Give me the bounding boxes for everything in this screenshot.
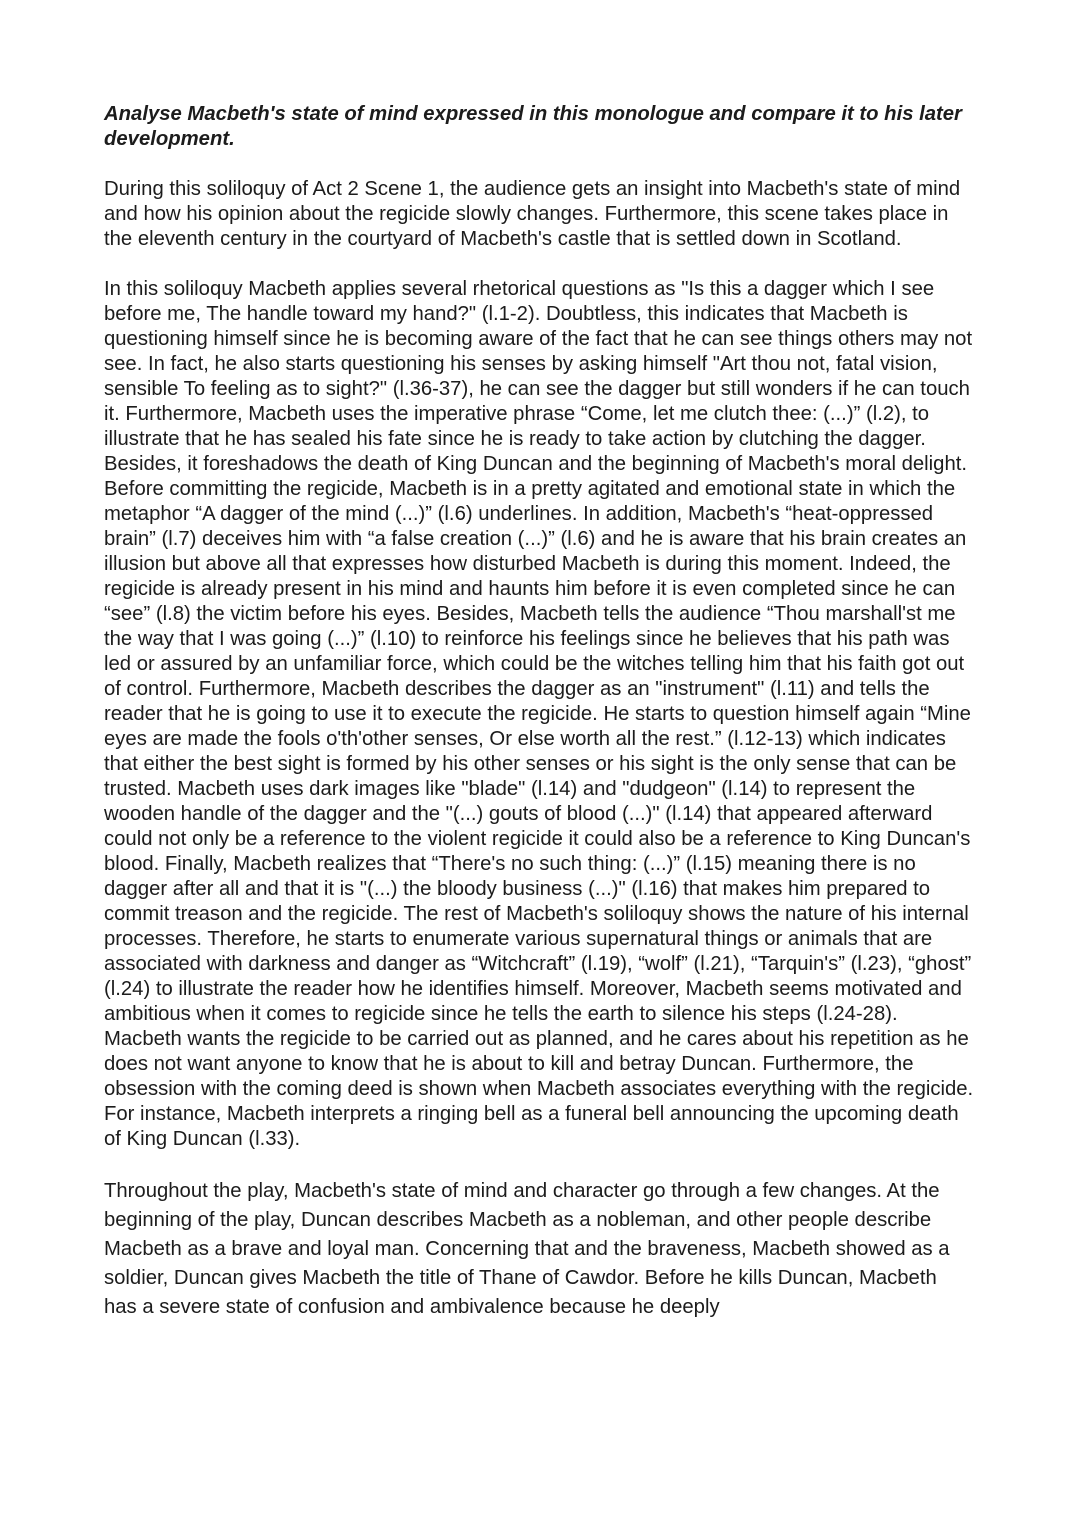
essay-question-heading: Analyse Macbeth's state of mind expressed in this monologue and compare it to his later development. (104, 103, 962, 150)
paragraph-analysis: In this soliloquy Macbeth applies several rhetorical questions as "Is this a dagger which I see before me, The handle toward my hand?" (l.1-2). Doubtless, this indicates that Macbeth is questioning himself since he is becoming aware of the fact that he can see things others may not see. In fact, he also starts questioning his senses by asking himself "Art thou not, fatal vision, sensible To feeling as to sight?" (l.36-37), he can see the dagger but still wonders if he can touch it. Furthermore, Macbeth uses the imperative phrase “Come, let me clutch thee: (...)” (l.2), to illustrate that he has sealed his fate since he is ready to take action by clutching the dagger. Besides, it foreshadows the death of King Duncan and the beginning of Macbeth's moral delight. Before committing the regicide, Macbeth is in a pretty agitated and emotional state in which the metaphor “A dagger of the mind (...)” (l.6) underlines. In addition, Macbeth's “heat-oppressed brain” (l.7) deceives him with “a false creation (...)” (l.6) and he is aware that his brain creates an illusion but above all that expresses how disturbed Macbeth is during this moment. Indeed, the regicide is already present in his mind and haunts him before it is even completed since he can “see” (l.8) the victim before his eyes. Besides, Macbeth tells the audience “Thou marshall'st me the way that I was going (...)” (l.10) to reinforce his feelings since he believes that his path was led or assured by an unfamiliar force, which could be the witches telling him that his faith got out of control. Furthermore, Macbeth describes the dagger as an "instrument" (l.11) and tells the reader that he is going to use it to execute the regicide. He starts to question himself again “Mine eyes are made the fools o'th'other senses, Or else worth all the rest.” (l.12-13) which indicates that either the best sight is formed by his other senses or his sight is the only sense that can be trusted. Macbeth uses dark images like "blade" (l.14) and "dudgeon" (l.14) to represent the wooden handle of the dagger and the "(...) gouts of blood (...)" (l.14) that appeared afterward could not only be a reference to the violent regicide it could also be a reference to King Duncan's blood. Finally, Macbeth realizes that “There's no such thing: (...)” (l.15) meaning there is no dagger after all and that it is "(...) the bloody business (...)" (l.16) that makes him prepared to commit treason and the regicide. The rest of Macbeth's soliloquy shows the nature of his internal processes. Therefore, he starts to enumerate various supernatural things or animals that are associated with darkness and danger as “Witchcraft” (l.19), “wolf” (l.21), “Tarquin's” (l.23), “ghost” (l.24) to illustrate the reader how he identifies himself. Moreover, Macbeth seems motivated and ambitious when it comes to regicide since he tells the earth to silence his steps (l.24-28). Macbeth wants the regicide to be carried out as planned, and he cares about his repetition as he does not want anyone to know that he is about to kill and betray Duncan. Furthermore, the obsession with the coming deed is shown when Macbeth associates everything with the regicide. For instance, Macbeth interprets a ringing bell as a funeral bell announcing the upcoming death of King Duncan (l.33). (104, 278, 974, 1150)
paragraph-introduction: During this soliloquy of Act 2 Scene 1, the audience gets an insight into Macbeth's state of mind and how his opinion about the regicide slowly changes. Furthermore, this scene takes place in the eleventh century in the courtyard of Macbeth's castle that is settled down in Scotland. (104, 178, 961, 250)
paragraph-development: Throughout the play, Macbeth's state of mind and character go through a few changes. At the beginning of the play, Duncan describes Macbeth as a nobleman, and other people describe Macbeth as a brave and loyal man. Concerning that and the braveness, Macbeth showed as a soldier, Duncan gives Macbeth the title of Thane of Cawdor. Before he kills Duncan, Macbeth has a severe state of confusion and ambivalence because he deeply (104, 1180, 950, 1318)
document-body (104, 102, 974, 1322)
